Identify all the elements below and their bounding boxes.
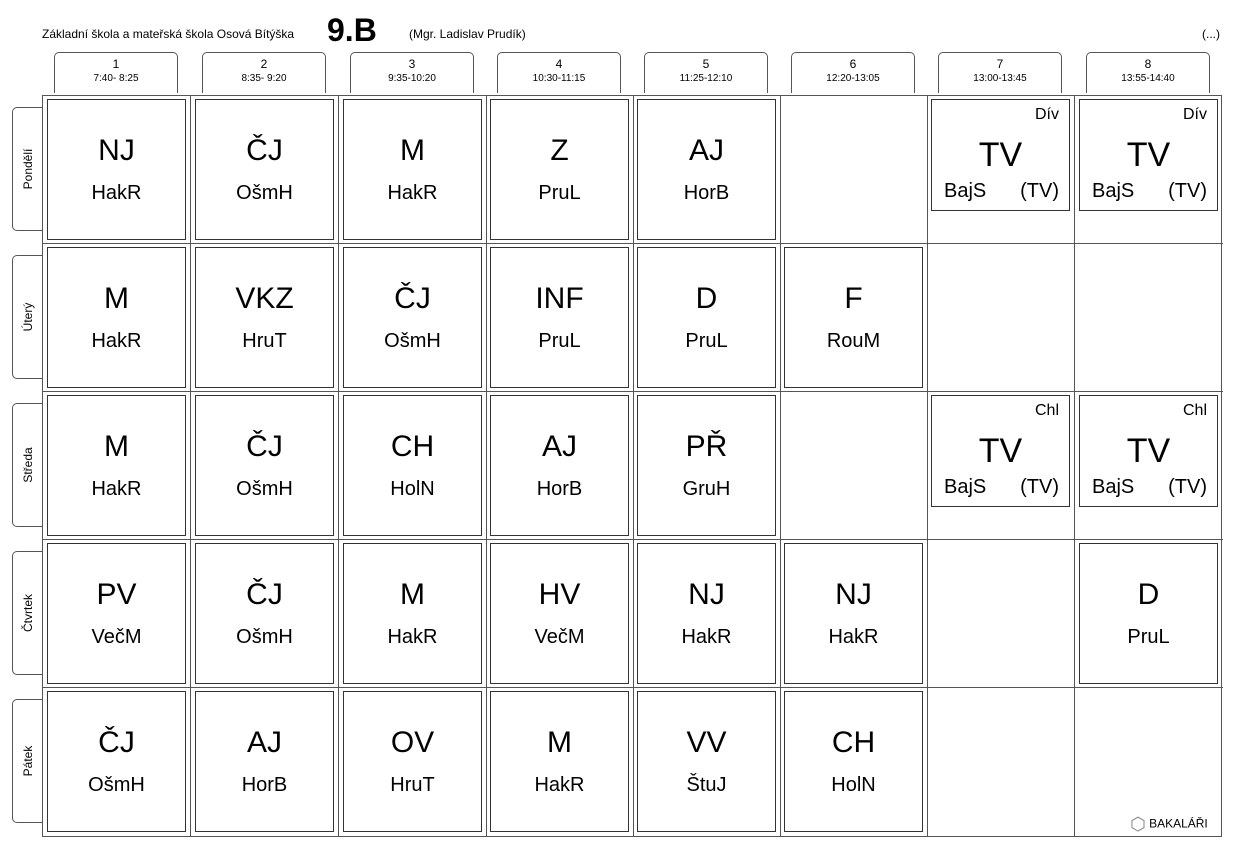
- lesson-subject: F: [844, 282, 863, 315]
- lesson-teacher: VečM: [91, 626, 142, 648]
- period-number: 5: [702, 57, 710, 71]
- lesson-subject: ČJ: [246, 134, 283, 167]
- timetable-slot: [927, 540, 1075, 688]
- lesson-teacher: HorB: [683, 182, 730, 204]
- lesson-subject: AJ: [688, 134, 724, 167]
- lesson-teacher: BajS: [944, 180, 987, 202]
- lesson-teacher: HakR: [387, 182, 438, 204]
- day-name: Pátek: [21, 745, 35, 777]
- day-label-4: [12, 551, 43, 675]
- lesson-teacher: PruL: [538, 330, 581, 352]
- timetable-slot: [486, 392, 634, 540]
- timetable-slot: [191, 688, 339, 836]
- lesson-card: [195, 543, 334, 684]
- timetable-slot: [1075, 244, 1223, 392]
- lesson-card: [931, 395, 1070, 507]
- lesson-subject: M: [547, 726, 572, 759]
- lesson-card: [784, 247, 923, 388]
- timetable-slot: [633, 96, 781, 244]
- lesson-subject: CH: [390, 430, 435, 463]
- header: [0, 0, 1234, 50]
- lesson-card: [47, 543, 186, 684]
- lesson-subject: TV: [978, 432, 1023, 470]
- lesson-subject: PV: [96, 578, 137, 611]
- timetable-slot: [486, 688, 634, 836]
- period-time: 10:30-11:15: [532, 73, 586, 84]
- lesson-teacher: HakR: [91, 330, 142, 352]
- lesson-teacher: BajS: [1092, 476, 1135, 498]
- lesson-card: [1079, 543, 1218, 684]
- timetable-slot: [339, 392, 487, 540]
- timetable-slot: [191, 392, 339, 540]
- lesson-card: [47, 247, 186, 388]
- day-label-5: [12, 699, 43, 823]
- lesson-group: Chl: [1034, 402, 1059, 419]
- lesson-card: [490, 247, 629, 388]
- lesson-subject: TV: [1126, 136, 1171, 174]
- day-label-3: [12, 403, 43, 527]
- lesson-teacher: HakR: [681, 626, 732, 648]
- class-teacher: (Mgr. Ladislav Prudík): [409, 27, 526, 41]
- class-name: 9.B: [327, 12, 377, 48]
- period-number: 2: [260, 57, 268, 71]
- timetable-slot: [633, 244, 781, 392]
- lesson-teacher: OšmH: [236, 182, 293, 204]
- timetable-grid: [42, 95, 1222, 837]
- period-time: 11:25-12:10: [679, 73, 733, 84]
- day-name: Úterý: [21, 302, 35, 332]
- lesson-card: [931, 99, 1070, 211]
- lesson-room: (TV): [1168, 476, 1207, 498]
- period-number: 1: [112, 57, 120, 71]
- lesson-subject: M: [400, 134, 425, 167]
- timetable-slot: [43, 540, 191, 688]
- period-number: 3: [408, 57, 416, 71]
- lesson-teacher: BajS: [944, 476, 987, 498]
- school-name: Základní škola a mateřská škola Osová Bítýška: [42, 27, 295, 41]
- timetable-slot: [927, 96, 1075, 244]
- timetable-slot: [43, 688, 191, 836]
- timetable-slot: [633, 540, 781, 688]
- timetable-slot: [486, 540, 634, 688]
- lesson-card: [490, 543, 629, 684]
- lesson-teacher: BajS: [1092, 180, 1135, 202]
- period-header-5: [644, 52, 768, 93]
- lesson-teacher: HorB: [241, 774, 288, 796]
- lesson-teacher: HruT: [390, 774, 435, 796]
- period-header-2: [202, 52, 326, 93]
- lesson-card: [343, 99, 482, 240]
- period-header-1: [54, 52, 178, 93]
- timetable-slot: [1075, 392, 1223, 540]
- period-time: 13:00-13:45: [973, 73, 1027, 84]
- lesson-card: [637, 99, 776, 240]
- lesson-subject: INF: [535, 282, 584, 315]
- day-name: Pondělí: [21, 148, 35, 190]
- lesson-card: [47, 691, 186, 832]
- timetable-slot: [780, 688, 928, 836]
- lesson-room: (TV): [1168, 180, 1207, 202]
- hexagon-icon: ⬡: [1130, 814, 1146, 834]
- timetable-slot: [486, 96, 634, 244]
- period-header-4: [497, 52, 621, 93]
- lesson-teacher: HolN: [831, 774, 876, 796]
- lesson-subject: ČJ: [394, 282, 431, 315]
- lesson-subject: NJ: [98, 134, 135, 167]
- period-number: 6: [849, 57, 857, 71]
- timetable-slot: [43, 244, 191, 392]
- period-header-7: [938, 52, 1062, 93]
- lesson-card: [343, 247, 482, 388]
- lesson-card: [637, 247, 776, 388]
- timetable-slot: [927, 688, 1075, 836]
- lesson-card: [490, 99, 629, 240]
- lesson-subject: VKZ: [235, 282, 294, 315]
- lesson-teacher: GruH: [682, 478, 731, 500]
- day-label-1: [12, 107, 43, 231]
- lesson-teacher: HakR: [91, 182, 142, 204]
- lesson-card: [343, 543, 482, 684]
- lesson-subject: M: [104, 282, 129, 315]
- period-time: 8:35- 9:20: [241, 73, 287, 84]
- period-time: 13:55-14:40: [1121, 73, 1175, 84]
- period-number: 7: [996, 57, 1004, 71]
- period-number: 8: [1144, 57, 1152, 71]
- bakalari-logo: [1130, 814, 1208, 835]
- lesson-card: [784, 543, 923, 684]
- lesson-teacher: RouM: [826, 330, 881, 352]
- timetable-slot: [486, 244, 634, 392]
- timetable-slot: [633, 392, 781, 540]
- lesson-card: [195, 99, 334, 240]
- lesson-teacher: PruL: [538, 182, 581, 204]
- timetable-slot: [43, 96, 191, 244]
- lesson-subject: D: [1137, 578, 1160, 611]
- period-number: 4: [555, 57, 563, 71]
- lesson-card: [343, 395, 482, 536]
- lesson-teacher: VečM: [534, 626, 585, 648]
- lesson-card: [784, 691, 923, 832]
- timetable-slot: [191, 244, 339, 392]
- lesson-subject: ČJ: [246, 430, 283, 463]
- timetable-slot: [339, 96, 487, 244]
- lesson-teacher: HorB: [536, 478, 583, 500]
- period-header-6: [791, 52, 915, 93]
- lesson-teacher: HakR: [534, 774, 585, 796]
- lesson-subject: NJ: [835, 578, 872, 611]
- period-time: 12:20-13:05: [826, 73, 880, 84]
- lesson-subject: HV: [538, 578, 581, 611]
- day-label-2: [12, 255, 43, 379]
- lesson-card: [343, 691, 482, 832]
- lesson-card: [1079, 99, 1218, 211]
- lesson-card: [1079, 395, 1218, 507]
- lesson-subject: TV: [978, 136, 1023, 174]
- lesson-group: Dív: [1183, 106, 1207, 123]
- lesson-teacher: OšmH: [236, 626, 293, 648]
- timetable-slot: [339, 540, 487, 688]
- logo-text: BAKALÁŘI: [1149, 816, 1208, 831]
- lesson-subject: D: [695, 282, 718, 315]
- lesson-subject: NJ: [688, 578, 725, 611]
- timetable-slot: [43, 392, 191, 540]
- lesson-subject: VV: [686, 726, 727, 759]
- lesson-teacher: PruL: [685, 330, 728, 352]
- lesson-card: [637, 395, 776, 536]
- period-header-row: [42, 52, 1222, 95]
- period-time: 7:40- 8:25: [93, 73, 139, 84]
- lesson-subject: M: [104, 430, 129, 463]
- lesson-subject: AJ: [541, 430, 577, 463]
- lesson-teacher: OšmH: [88, 774, 145, 796]
- period-header-8: [1086, 52, 1210, 93]
- lesson-subject: ČJ: [98, 726, 135, 759]
- lesson-teacher: HolN: [390, 478, 435, 500]
- timetable-slot: [191, 96, 339, 244]
- lesson-teacher: PruL: [1127, 626, 1170, 648]
- lesson-teacher: OšmH: [236, 478, 293, 500]
- lesson-teacher: HakR: [387, 626, 438, 648]
- lesson-room: (TV): [1020, 476, 1059, 498]
- lesson-group: Chl: [1182, 402, 1207, 419]
- lesson-card: [637, 691, 776, 832]
- lesson-teacher: ŠtuJ: [686, 774, 727, 796]
- timetable-slot: [780, 392, 928, 540]
- timetable-slot: [633, 688, 781, 836]
- timetable-slot: [339, 244, 487, 392]
- lesson-card: [47, 395, 186, 536]
- timetable-slot: [1075, 96, 1223, 244]
- lesson-teacher: HruT: [242, 330, 287, 352]
- day-name: Čtvrtek: [21, 593, 35, 633]
- period-time: 9:35-10:20: [388, 73, 436, 84]
- lesson-subject: PŘ: [685, 430, 728, 463]
- timetable-slot: [780, 540, 928, 688]
- lesson-subject: Z: [550, 134, 569, 167]
- timetable-slot: [780, 96, 928, 244]
- timetable-slot: [339, 688, 487, 836]
- lesson-teacher: OšmH: [384, 330, 441, 352]
- timetable-slot: [191, 540, 339, 688]
- timetable-slot: [927, 244, 1075, 392]
- more-info: (...): [1202, 27, 1220, 41]
- lesson-card: [195, 247, 334, 388]
- lesson-subject: M: [400, 578, 425, 611]
- timetable-slot: [780, 244, 928, 392]
- lesson-room: (TV): [1020, 180, 1059, 202]
- lesson-teacher: HakR: [91, 478, 142, 500]
- lesson-subject: ČJ: [246, 578, 283, 611]
- lesson-card: [195, 691, 334, 832]
- lesson-card: [490, 395, 629, 536]
- lesson-subject: OV: [390, 726, 435, 759]
- day-name: Středa: [21, 447, 35, 483]
- lesson-subject: TV: [1126, 432, 1171, 470]
- period-header-3: [350, 52, 474, 93]
- lesson-card: [490, 691, 629, 832]
- lesson-card: [47, 99, 186, 240]
- lesson-card: [195, 395, 334, 536]
- lesson-subject: CH: [831, 726, 876, 759]
- timetable-slot: [927, 392, 1075, 540]
- lesson-card: [637, 543, 776, 684]
- lesson-group: Dív: [1035, 106, 1059, 123]
- timetable-slot: [1075, 540, 1223, 688]
- lesson-teacher: HakR: [828, 626, 879, 648]
- lesson-subject: AJ: [246, 726, 282, 759]
